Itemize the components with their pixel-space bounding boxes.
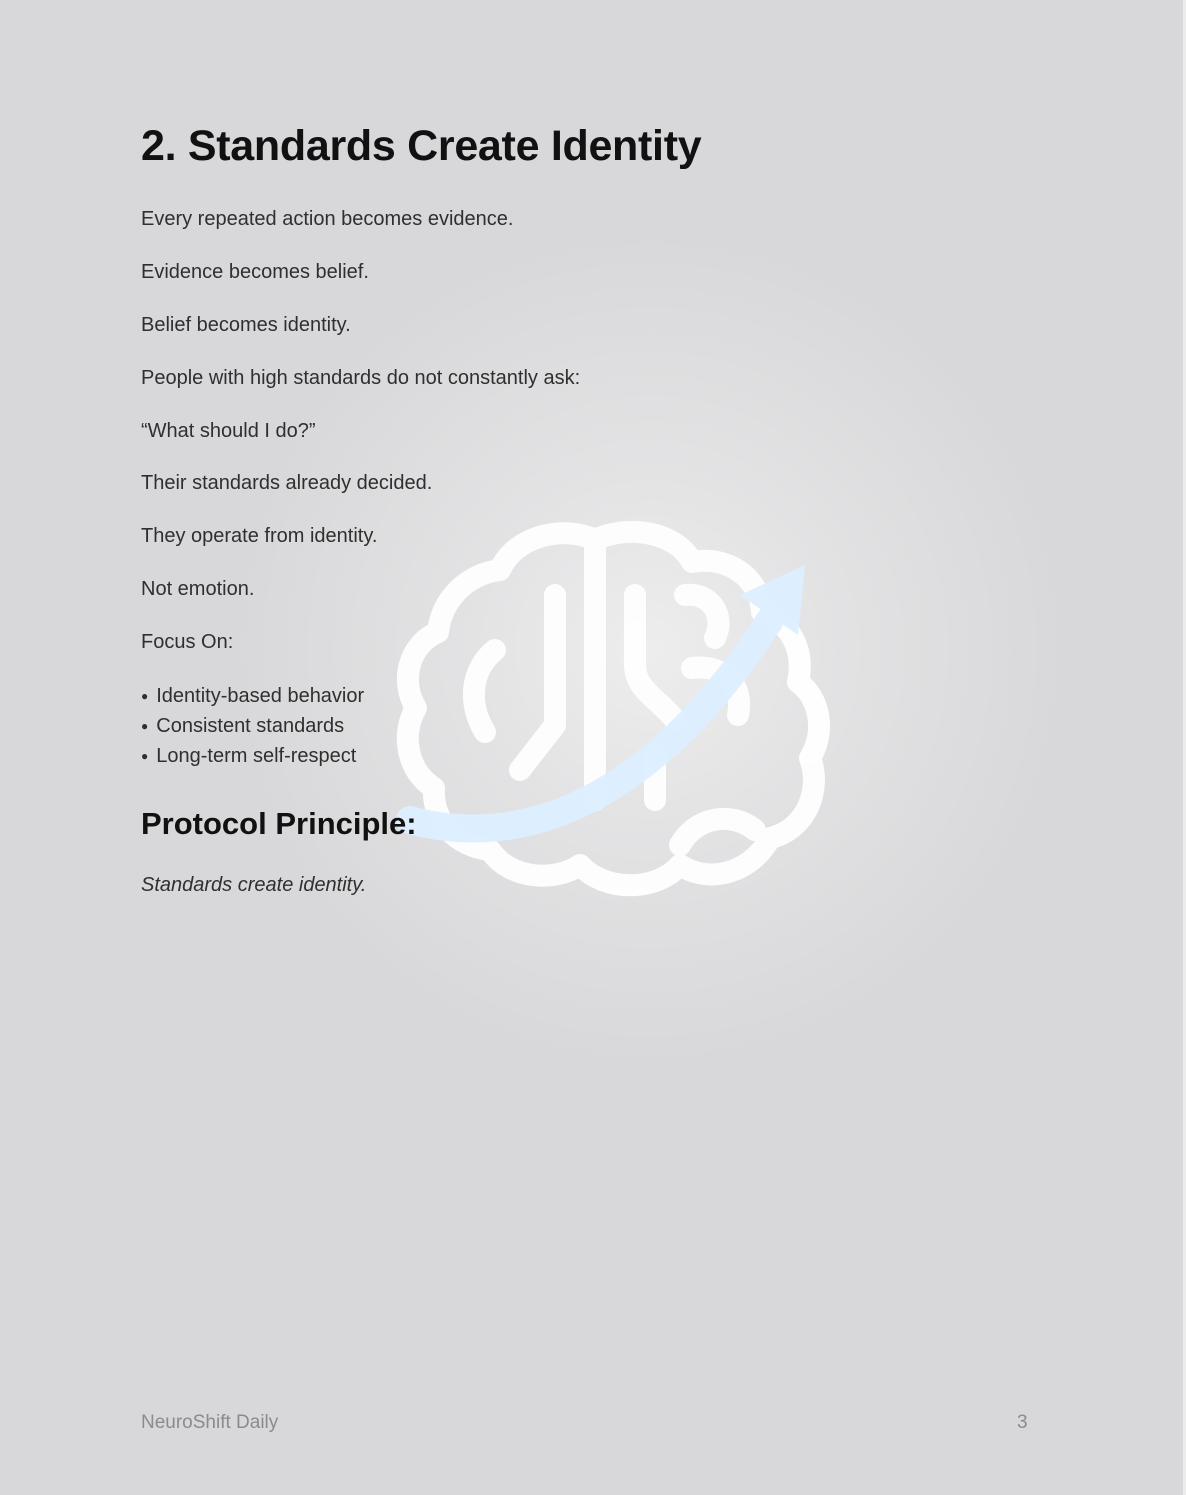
paragraph-3: Belief becomes identity. xyxy=(141,314,351,336)
footer-brand: NeuroShift Daily xyxy=(141,1412,279,1433)
upward-arrow xyxy=(410,565,805,829)
brain-arrow-watermark-icon xyxy=(350,500,870,940)
page-number: 3 xyxy=(1017,1412,1028,1433)
paragraph-8: Not emotion. xyxy=(141,578,255,600)
list-item: ● Consistent standards xyxy=(141,711,364,741)
focus-list xyxy=(141,681,364,771)
paragraph-4: People with high standards do not constantly ask: xyxy=(141,367,581,389)
page-title: 2. Standards Create Identity xyxy=(141,122,702,170)
paragraph-1: Every repeated action becomes evidence. xyxy=(141,208,514,230)
paragraph-6: Their standards already decided. xyxy=(141,472,433,494)
quote-paragraph: “What should I do?” xyxy=(141,420,316,442)
list-item: ● Long-term self-respect xyxy=(141,741,364,771)
protocol-principle-heading: Protocol Principle: xyxy=(141,806,417,841)
protocol-principle-text: Standards create identity. xyxy=(141,874,367,896)
list-item: ● Identity-based behavior xyxy=(141,681,364,711)
paragraph-2: Evidence becomes belief. xyxy=(141,261,369,283)
paragraph-7: They operate from identity. xyxy=(141,525,378,547)
focus-heading: Focus On: xyxy=(141,631,234,653)
